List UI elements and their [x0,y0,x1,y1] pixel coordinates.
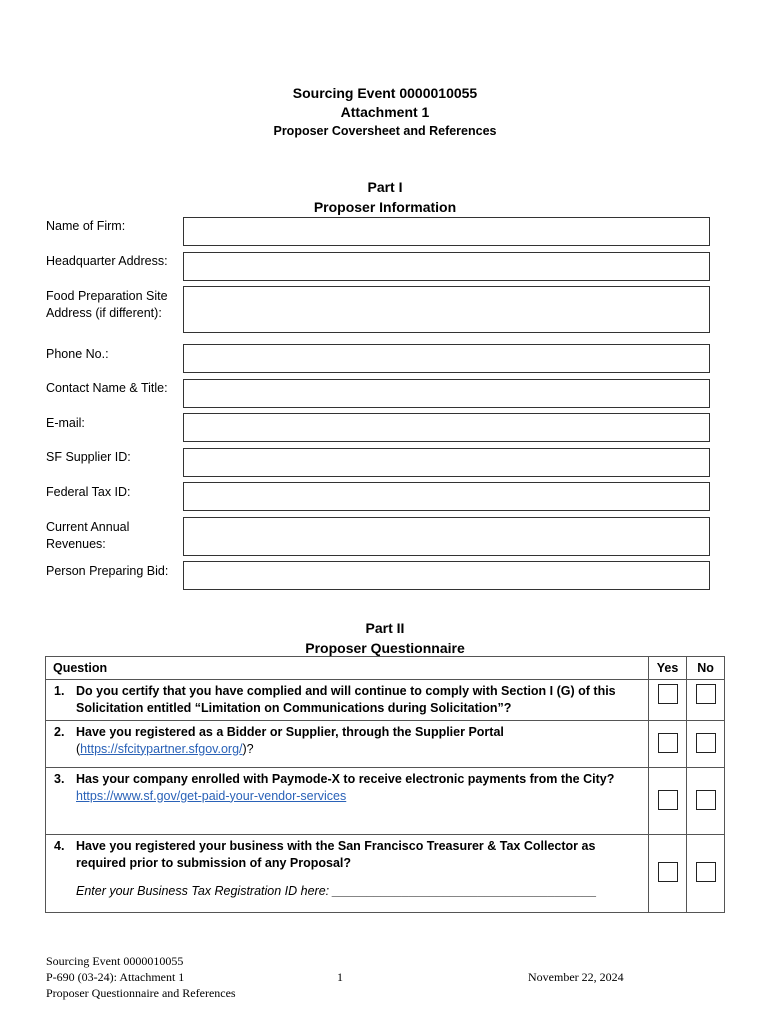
label-headquarter-address: Headquarter Address: [46,254,168,268]
phone-field[interactable] [183,344,710,373]
yes-cell [649,768,687,835]
yes-cell [649,721,687,768]
footer-date: November 22, 2024 [528,970,624,984]
q4-no-checkbox[interactable] [696,862,716,882]
label-annual-revenues: Current Annual Revenues: [46,520,130,551]
food-prep-site-field[interactable] [183,286,710,333]
email-field[interactable] [183,413,710,442]
table-header-row [46,657,725,680]
question-text: Has your company enrolled with Paymode-X to receive electronic payments from the City? [76,772,615,786]
col-header-no: No [687,657,725,680]
col-header-yes: Yes [649,657,687,680]
question-cell [46,680,649,721]
person-preparing-bid-field[interactable] [183,561,710,590]
q4-yes-checkbox[interactable] [658,862,678,882]
federal-tax-id-field[interactable] [183,482,710,511]
question-text: Have you registered your business with the San Francisco Treasurer & Tax Collector as required prior to submission of any Proposal? [76,839,596,870]
question-number: 4. [54,839,65,853]
label-sf-supplier-id: SF Supplier ID: [46,450,131,464]
question-text: Do you certify that you have complied and will continue to comply with Section I (G) of this Solicitation entitled “Limitation on Communications during Solicitation”? [76,684,616,715]
sf-supplier-id-field[interactable] [183,448,710,477]
col-header-question: Question [46,657,649,680]
part1-subtitle: Proposer Information [313,199,457,215]
table-row [46,768,725,835]
part2-subtitle: Proposer Questionnaire [305,640,465,656]
q1-yes-checkbox[interactable] [658,684,678,704]
paymode-link[interactable]: https://www.sf.gov/get-paid-your-vendor-services [76,788,347,803]
label-person-preparing-bid: Person Preparing Bid: [46,564,169,578]
footer-document-title: Proposer Questionnaire and References [46,986,236,1000]
label-contact-name-title: Contact Name & Title: [46,381,168,395]
q3-yes-checkbox[interactable] [658,790,678,810]
table-row [46,680,725,721]
table-row [46,721,725,768]
question-cell [46,721,649,768]
question-number: 2. [54,725,65,739]
yes-cell [649,835,687,913]
q1-no-checkbox[interactable] [696,684,716,704]
q2-yes-checkbox[interactable] [658,733,678,753]
no-cell [687,768,725,835]
headquarter-address-field[interactable] [183,252,710,281]
label-food-prep-site: Food Preparation Site Address (if different): [46,289,168,320]
no-cell [687,721,725,768]
table-row [46,835,725,913]
footer-sourcing-event: Sourcing Event 0000010055 [46,954,184,968]
question-cell [46,835,649,913]
questionnaire-table [45,656,725,913]
q2-no-checkbox[interactable] [696,733,716,753]
part2-title: Part II [365,620,405,636]
no-cell [687,835,725,913]
header-attachment: Attachment 1 [340,104,430,120]
label-phone: Phone No.: [46,347,109,361]
link-prefix: ( [76,741,81,756]
footer-left [46,953,236,1001]
link-suffix: )? [242,741,254,756]
label-federal-tax-id: Federal Tax ID: [46,485,131,499]
footer-form-number: P-690 (03-24): Attachment 1 [46,970,185,984]
contact-name-title-field[interactable] [183,379,710,408]
question-number: 1. [54,684,65,698]
supplier-portal-link[interactable]: https://sfcitypartner.sfgov.org/ [80,741,243,756]
part1-title: Part I [367,179,403,195]
annual-revenues-field[interactable] [183,517,710,556]
name-of-firm-field[interactable] [183,217,710,246]
question-text: Have you registered as a Bidder or Supplier, through the Supplier Portal [76,725,504,739]
header-subtitle: Proposer Coversheet and References [273,124,497,138]
label-email: E-mail: [46,416,85,430]
tax-registration-id-input[interactable]: Enter your Business Tax Registration ID here: ______________________________________ [76,884,597,898]
question-number: 3. [54,772,65,786]
question-cell [46,768,649,835]
header-sourcing-event: Sourcing Event 0000010055 [292,85,478,101]
yes-cell [649,680,687,721]
q3-no-checkbox[interactable] [696,790,716,810]
page-number: 1 [337,970,343,984]
label-name-of-firm: Name of Firm: [46,219,126,233]
no-cell [687,680,725,721]
